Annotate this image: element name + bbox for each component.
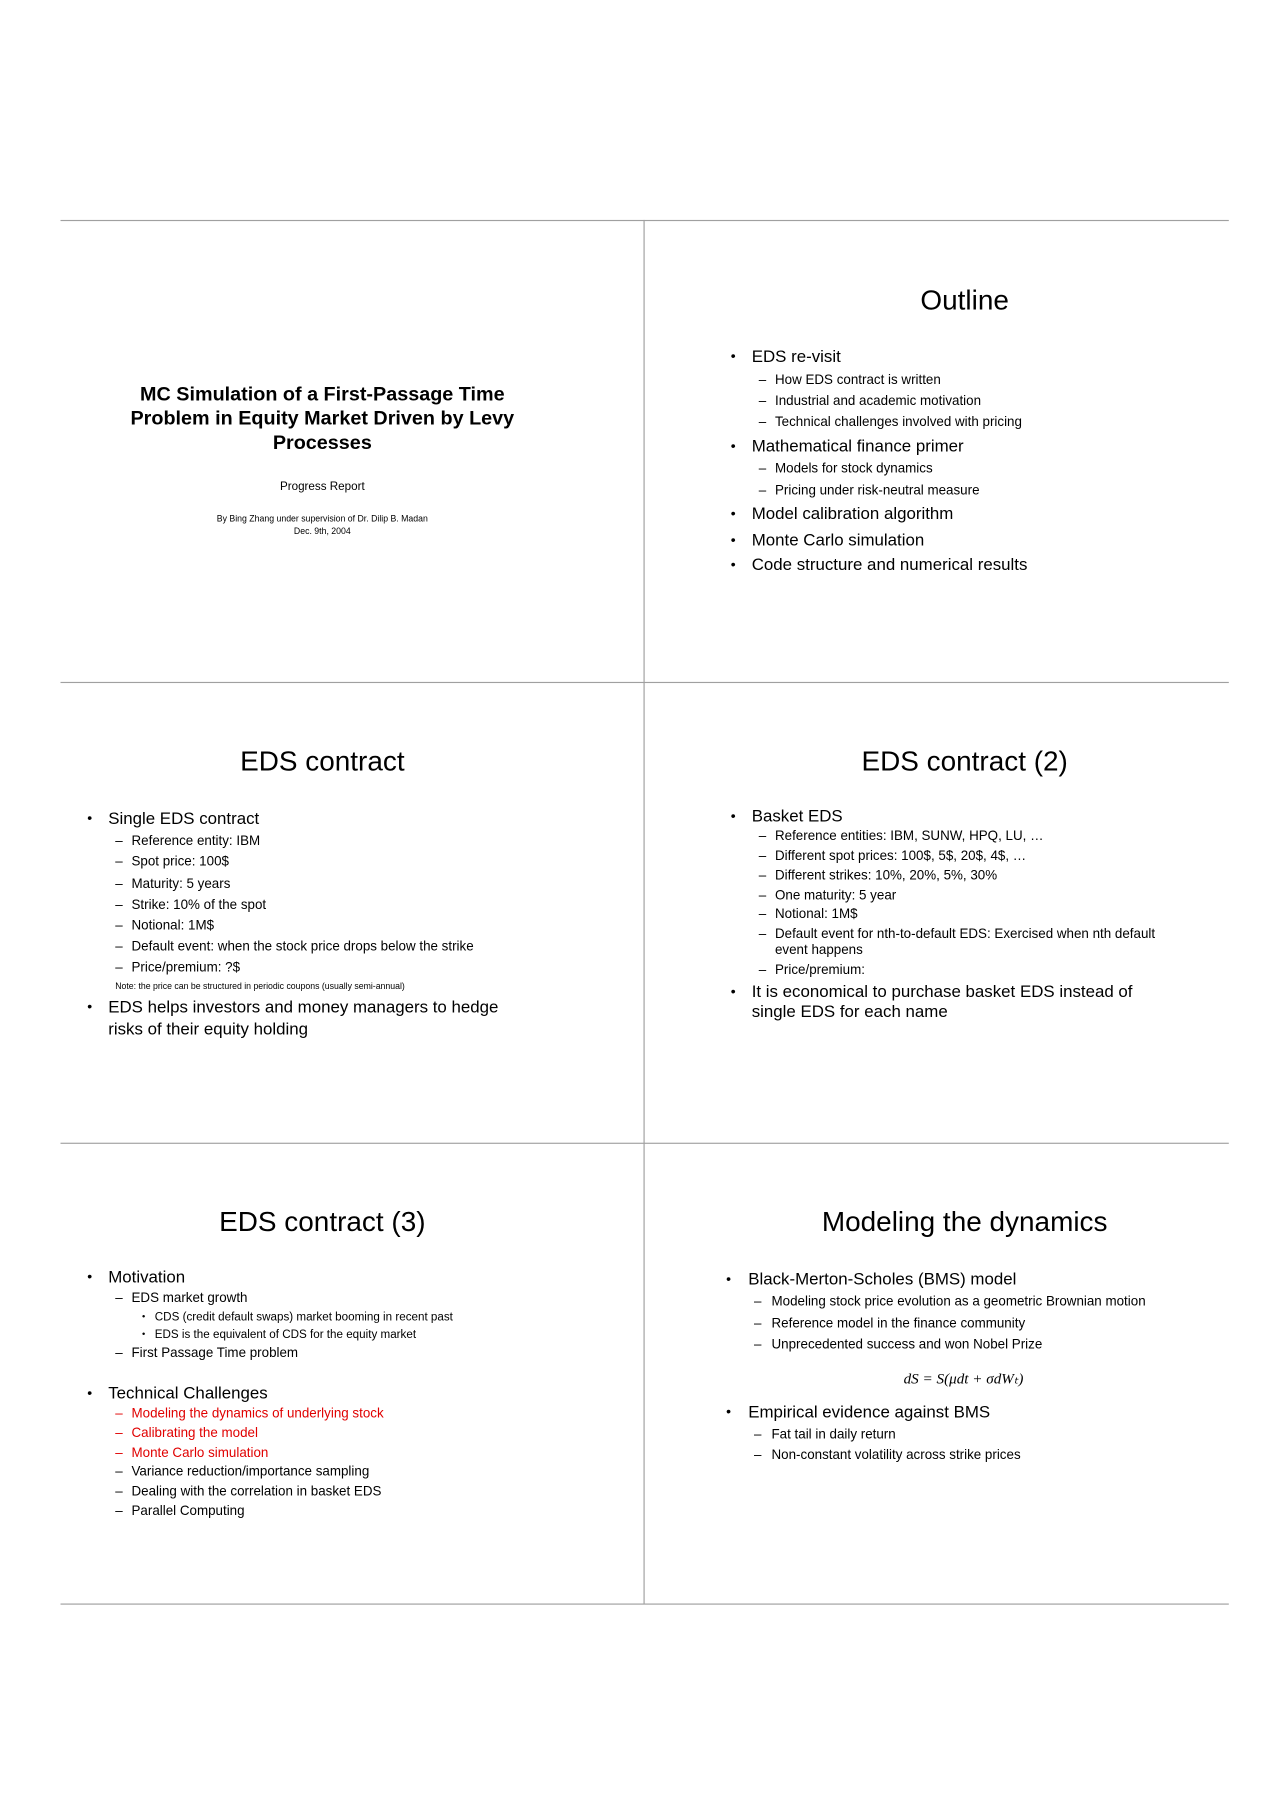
sub-item: Notional: 1M$: [774, 907, 858, 922]
bullet-item: Motivation: [108, 1268, 186, 1287]
bullet-item: Code structure and numerical results: [751, 556, 1028, 575]
sub-item: Dealing with the correlation in basket EDS: [131, 1484, 382, 1499]
bullet-icon: •: [730, 531, 736, 549]
sub-item: Industrial and academic motivation: [774, 394, 982, 409]
sub-item: Maturity: 5 years: [131, 877, 231, 892]
bullet-icon: •: [730, 505, 736, 522]
bullet-item: Single EDS contract: [108, 809, 260, 829]
dash-icon: –: [758, 373, 767, 388]
dash-icon: –: [758, 927, 767, 942]
sub-item: Parallel Computing: [131, 1504, 245, 1519]
dash-icon: –: [758, 394, 767, 409]
dash-icon: –: [115, 1504, 123, 1519]
bullet-item: Monte Carlo simulation: [751, 531, 925, 551]
dash-icon: –: [754, 1338, 762, 1353]
sub-item: One maturity: 5 year: [774, 889, 897, 903]
sub-item: Default event for nth-to-default EDS: Exercised when nth default: [774, 927, 1156, 942]
dash-icon: –: [115, 877, 123, 892]
slide-title: EDS contract (3): [219, 1206, 426, 1239]
bullet-icon: •: [87, 809, 93, 827]
bullet-icon: •: [730, 983, 736, 1000]
bullet-item: Empirical evidence against BMS: [748, 1403, 991, 1422]
dash-icon: –: [754, 1448, 762, 1463]
dash-icon: –: [758, 849, 767, 864]
bullet-item: Model calibration algorithm: [751, 505, 954, 524]
dash-icon: –: [754, 1317, 762, 1332]
sub-sub-item: EDS is the equivalent of CDS for the equity market: [154, 1328, 417, 1342]
bullet-item: Mathematical finance primer: [751, 437, 964, 457]
bullet-item-cont: risks of their equity holding: [108, 1020, 308, 1040]
sub-item: Unprecedented success and won Nobel Prize: [771, 1338, 1043, 1353]
bullet-item: Basket EDS: [751, 807, 843, 827]
sub-item: Models for stock dynamics: [774, 461, 933, 476]
sub-item: Different strikes: 10%, 20%, 5%, 30%: [774, 869, 998, 884]
sub-item: Fat tail in daily return: [771, 1427, 896, 1442]
date: Dec. 9th, 2004: [293, 525, 351, 537]
dash-icon: –: [115, 1291, 123, 1306]
sub-item-highlighted: Modeling the dynamics of underlying stock: [131, 1406, 384, 1421]
sub-item: First Passage Time problem: [131, 1346, 299, 1361]
dash-icon: –: [758, 461, 767, 476]
bms-formula: dS = S(μdt + σdWₜ): [903, 1369, 1024, 1388]
dash-icon: –: [754, 1427, 762, 1442]
bullet-item: EDS helps investors and money managers to hedge: [108, 998, 499, 1018]
bullet-icon: •: [730, 347, 736, 365]
dash-icon: –: [115, 898, 123, 913]
main-title-line: Problem in Equity Market Driven by Levy: [130, 407, 515, 430]
dash-icon: –: [115, 1426, 123, 1441]
bullet-icon: •: [87, 998, 93, 1015]
note: Note: the price can be structured in periodic coupons (usually semi-annual): [115, 980, 405, 992]
subtitle: Progress Report: [279, 480, 365, 494]
dash-icon: –: [758, 907, 767, 922]
sub-item: Spot price: 100$: [131, 855, 229, 870]
bullet-item: Black-Merton-Scholes (BMS) model: [748, 1270, 1017, 1290]
slide-title: Modeling the dynamics: [821, 1206, 1108, 1239]
dash-icon: –: [115, 919, 123, 934]
bullet-icon: •: [730, 437, 736, 454]
sub-item: Notional: 1M$: [131, 919, 215, 934]
byline: By Bing Zhang under supervision of Dr. Dilip B. Madan: [216, 513, 428, 524]
dash-icon: –: [115, 834, 123, 849]
dash-icon: –: [758, 484, 767, 499]
sub-item: Price/premium:: [774, 963, 865, 978]
sub-item: Reference entity: IBM: [131, 834, 261, 849]
sub-item: EDS market growth: [131, 1291, 248, 1306]
sub-item: Default event: when the stock price drops below the strike: [131, 940, 474, 955]
dash-icon: –: [115, 855, 123, 870]
sub-item: Variance reduction/importance sampling: [131, 1465, 370, 1479]
bullet-icon: •: [141, 1311, 146, 1322]
main-title-line: MC Simulation of a First-Passage Time: [140, 382, 505, 405]
bullet-item: Technical Challenges: [108, 1384, 268, 1404]
sub-item: Pricing under risk-neutral measure: [774, 484, 980, 499]
dash-icon: –: [115, 961, 123, 976]
sub-item: Reference model in the finance community: [771, 1317, 1026, 1332]
bullet-icon: •: [87, 1384, 93, 1402]
dash-icon: –: [758, 889, 767, 903]
sub-item: Non-constant volatility across strike prices: [771, 1448, 1021, 1463]
dash-icon: –: [115, 1346, 123, 1361]
sub-item: Price/premium: ?$: [131, 961, 241, 976]
bullet-icon: •: [730, 556, 736, 573]
slide-title: Outline: [920, 285, 1009, 317]
sub-item-highlighted: Monte Carlo simulation: [131, 1446, 269, 1461]
bullet-item: EDS re-visit: [751, 347, 841, 367]
sub-item: Modeling stock price evolution as a geometric Brownian motion: [771, 1295, 1146, 1310]
dash-icon: –: [758, 415, 767, 430]
bullet-item: It is economical to purchase basket EDS instead of: [751, 983, 1133, 1002]
slide-title: EDS contract: [240, 745, 405, 778]
bullet-icon: •: [141, 1328, 146, 1340]
sub-item-cont: event happens: [774, 943, 863, 958]
sub-sub-item: CDS (credit default swaps) market booming in recent past: [154, 1311, 453, 1325]
bullet-icon: •: [726, 1270, 732, 1287]
dash-icon: –: [754, 1295, 762, 1310]
dash-icon: –: [758, 829, 767, 844]
slide-title: EDS contract (2): [861, 745, 1068, 778]
bullet-icon: •: [87, 1268, 93, 1285]
dash-icon: –: [115, 1446, 123, 1461]
dash-icon: –: [115, 1406, 123, 1421]
divider: [61, 1603, 1229, 1604]
divider: [643, 220, 644, 1604]
sub-item-highlighted: Calibrating the model: [131, 1426, 258, 1441]
sub-item: Different spot prices: 100$, 5$, 20$, 4$, …: [774, 849, 1027, 864]
bullet-icon: •: [730, 807, 736, 824]
bullet-item-cont: single EDS for each name: [751, 1003, 948, 1022]
sub-item: Technical challenges involved with pricing: [774, 415, 1022, 430]
dash-icon: –: [758, 869, 767, 884]
dash-icon: –: [115, 1484, 123, 1499]
sub-item: How EDS contract is written: [774, 373, 941, 388]
dash-icon: –: [115, 1465, 123, 1479]
dash-icon: –: [115, 940, 123, 955]
bullet-icon: •: [726, 1403, 732, 1420]
dash-icon: –: [758, 963, 767, 978]
sub-item: Reference entities: IBM, SUNW, HPQ, LU, …: [774, 829, 1044, 844]
main-title-line: Processes: [272, 431, 372, 454]
sub-item: Strike: 10% of the spot: [131, 898, 267, 913]
